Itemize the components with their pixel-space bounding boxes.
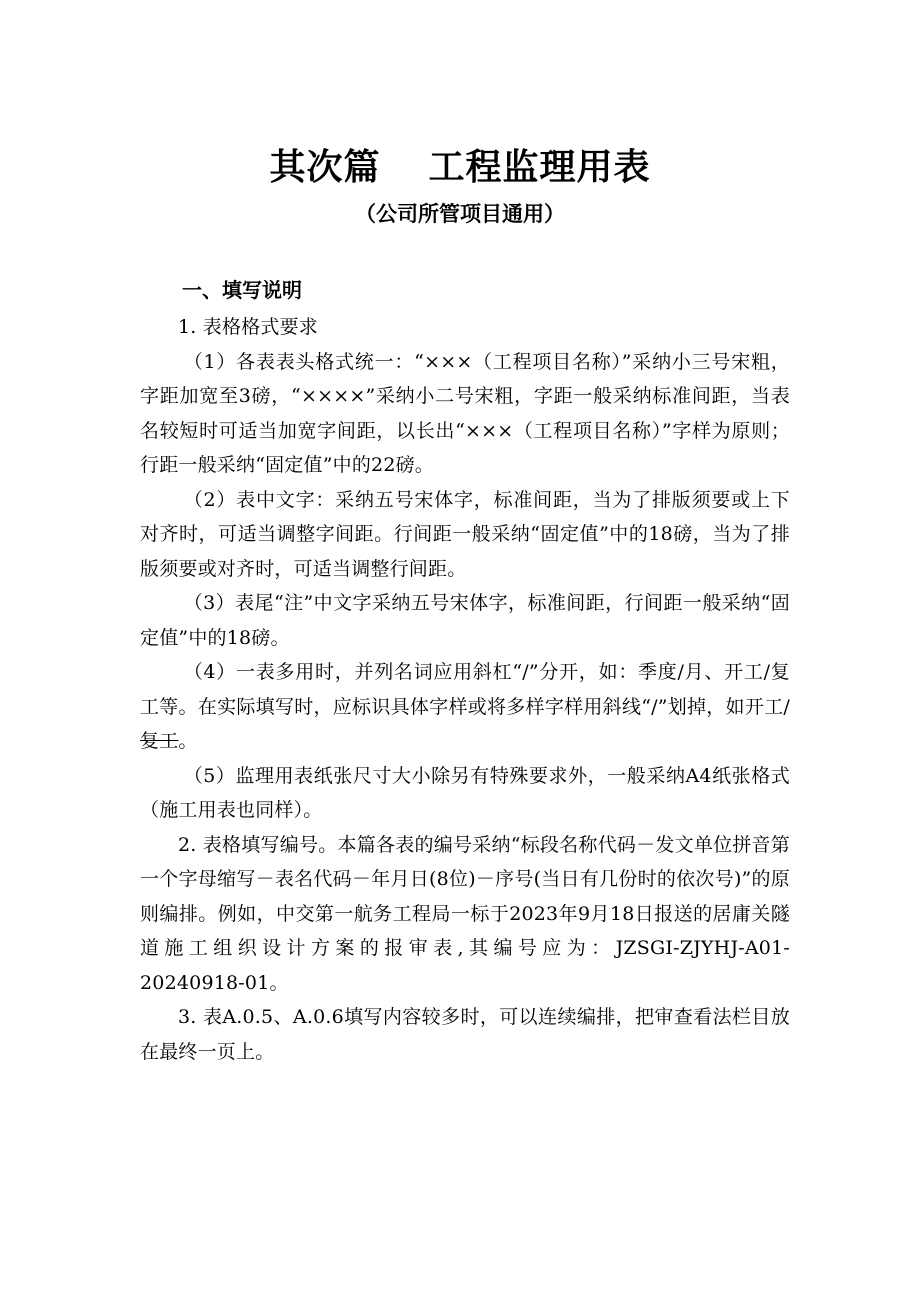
paragraph-6: 2. 表格填写编号。本篇各表的编号采纳“标段名称代码－发文单位拼音第一个字母缩写－表名代码－年月日(8位)－序号(当日有几份时的依次号)”的原则编排。例如，中交第一航务工程局一标于2023年9月18日报送的居庸关隧道施工组织设计方案的报审表,其编号应为：JZSGI-ZJYHJ-A01-20240918-01。 xyxy=(140,833,790,994)
paragraph-1: （1）各表表头格式统一：“×××（工程项目名称）”采纳小三号宋粗，字距加宽至3磅，“××××”采纳小二号宋粗，字距一般采纳标准间距，当表名较短时可适当加宽字间距，以长出“×××（工程项目名称）”字样为原则；行距一般采纳“固定值”中的22磅。 xyxy=(140,350,790,476)
paragraph-4-main: （4）一表多用时，并列名词应用斜杠“/”分开，如：季度/月、开工/复工等。在实际填写时，应标识具体字样或将多样字样用斜线“/”划掉，如开工/ xyxy=(140,661,790,718)
paragraph-2: （2）表中文字：采纳五号宋体字，标准间距，当为了排版须要或上下对齐时，可适当调整字间距。行间距一般采纳“固定值”中的18磅，当为了排版须要或对齐时，可适当调整行间距。 xyxy=(140,488,790,580)
title-part-2: 工程监理用表 xyxy=(428,147,651,188)
section-heading: 一、填写说明 xyxy=(182,278,302,302)
title-part-1: 其次篇 xyxy=(269,147,381,188)
page-subtitle: （公司所管项目通用） xyxy=(355,202,565,226)
paragraph-4 xyxy=(140,655,790,759)
body-text xyxy=(140,310,790,1069)
paragraph-4-end: 。 xyxy=(178,730,198,752)
paragraph-5: （5）监理用表纸张尺寸大小除另有特殊要求外，一般采纳A4纸张格式（施工用表也同样）。 xyxy=(140,764,790,821)
item-1-heading: 1. 表格格式要求 xyxy=(178,316,318,338)
paragraph-7: 3. 表A.0.5、A.0.6填写内容较多时，可以连续编排，把审查看法栏目放在最终一页上。 xyxy=(140,1006,790,1063)
page-title xyxy=(0,140,920,196)
paragraph-3: （3）表尾“注”中文字采纳五号宋体字，标准间距，行间距一般采纳“固定值”中的18磅。 xyxy=(140,592,790,649)
paragraph-4-struck-text: 复工 xyxy=(140,730,179,752)
